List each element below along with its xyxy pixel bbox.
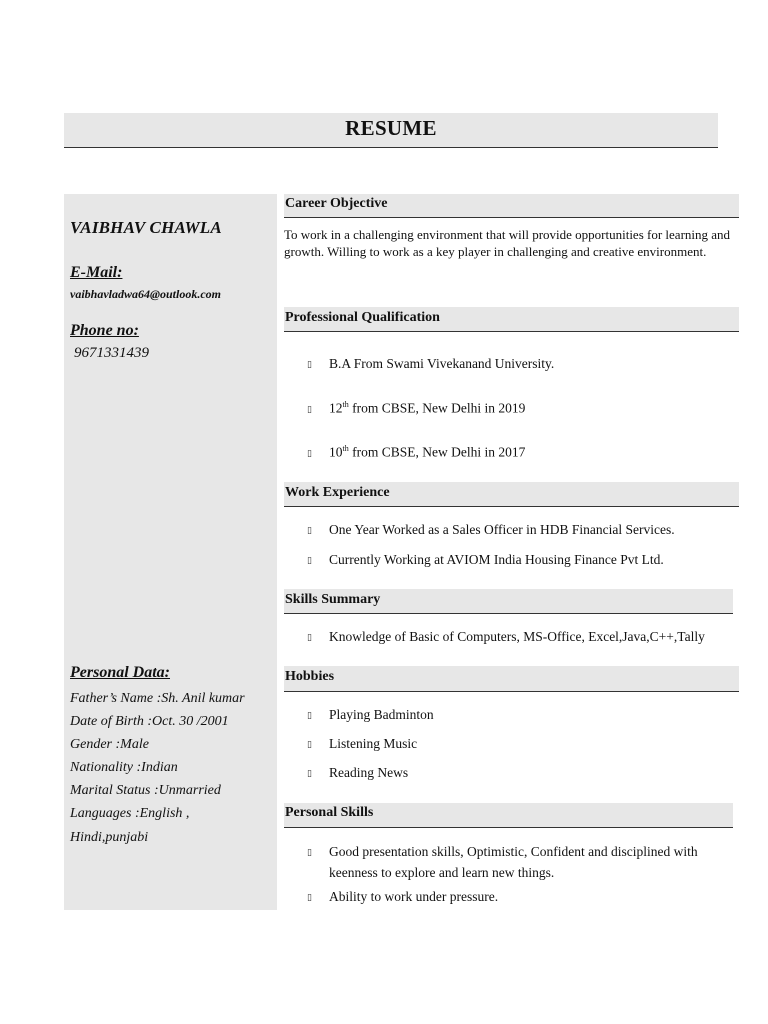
bullet-icon: ▯: [307, 360, 312, 370]
bullet-icon: ▯: [307, 893, 312, 903]
personal-value: Hindi,punjabi: [70, 830, 149, 845]
list-item: [307, 400, 525, 417]
list-item: [307, 765, 408, 781]
section-heading-hobbies: Hobbies: [284, 666, 739, 692]
personal-value: English ,: [139, 806, 190, 821]
item-text: Reading News: [329, 765, 409, 780]
career-objective-text: To work in a challenging environment that will provide opportunities for learning and growth. Willing to work as a key player in challenging and creative environment.: [284, 227, 731, 259]
section-heading-qualification: Professional Qualification: [284, 307, 739, 332]
sidebar: [64, 194, 277, 910]
bullet-icon: ▯: [307, 556, 312, 566]
item-text: Currently Working at AVIOM India Housing Finance Pvt Ltd.: [329, 552, 664, 567]
item-text: 10: [329, 444, 343, 460]
personal-value: Indian: [141, 760, 178, 775]
item-text: Good presentation skills, Optimistic, Confident and disciplined with keenness to explore and learn new things.: [329, 844, 698, 880]
title-bar: [64, 113, 718, 148]
section-heading-work: Work Experience: [284, 482, 739, 507]
page-title: RESUME: [345, 116, 437, 140]
list-item: [307, 736, 417, 752]
phone-value: 9671331439: [74, 345, 149, 361]
bullet-icon: ▯: [307, 711, 312, 721]
item-superscript: th: [342, 444, 349, 453]
bullet-icon: ▯: [307, 404, 312, 415]
item-text: from CBSE, New Delhi in 2017: [348, 444, 526, 460]
personal-key: Father’s Name :: [70, 691, 162, 706]
list-item: [307, 707, 434, 723]
item-text: Ability to work under pressure.: [329, 889, 499, 904]
item-text: 12: [329, 400, 343, 416]
bullet-icon: ▯: [307, 848, 312, 858]
personal-row-dob: [70, 714, 229, 730]
personal-row-father: [70, 691, 245, 707]
list-item: [307, 629, 705, 645]
personal-key: Languages :: [70, 806, 140, 821]
personal-value: Sh. Anil kumar: [161, 691, 245, 706]
bullet-icon: ▯: [307, 740, 312, 750]
item-text: Knowledge of Basic of Computers, MS-Office, Excel,Java,C++,Tally: [329, 629, 705, 644]
email-value: vaibhavladwa64@outlook.com: [70, 287, 221, 301]
item-superscript: th: [342, 400, 349, 409]
personal-data-label: Personal Data:: [70, 664, 170, 681]
item-text: from CBSE, New Delhi in 2019: [348, 400, 526, 416]
personal-key: Date of Birth :: [70, 714, 153, 729]
email-label: E-Mail:: [70, 264, 123, 281]
personal-key: Marital Status :: [70, 783, 159, 798]
personal-row-marital: [70, 783, 221, 799]
list-item: [307, 356, 554, 372]
personal-row-languages-cont: [70, 830, 148, 846]
item-text: B.A From Swami Vivekanand University.: [329, 356, 555, 371]
list-item: [307, 444, 525, 461]
personal-value: Unmarried: [158, 783, 221, 798]
bullet-icon: ▯: [307, 633, 312, 643]
personal-value: Male: [120, 737, 149, 752]
personal-row-languages: [70, 806, 189, 822]
list-item: [307, 552, 664, 568]
phone-label: Phone no:: [70, 322, 139, 339]
section-heading-career: Career Objective: [284, 194, 739, 218]
list-item: [307, 889, 498, 905]
item-text: Playing Badminton: [329, 707, 434, 722]
personal-row-nationality: [70, 760, 178, 776]
list-item: [307, 522, 675, 538]
bullet-icon: ▯: [307, 448, 312, 459]
item-text: One Year Worked as a Sales Officer in HDB Financial Services.: [329, 522, 675, 537]
bullet-icon: ▯: [307, 769, 312, 779]
section-heading-skills: Skills Summary: [284, 589, 733, 614]
personal-row-gender: [70, 737, 149, 753]
candidate-name: VAIBHAV CHAWLA: [70, 218, 222, 237]
bullet-icon: ▯: [307, 526, 312, 536]
list-item: [307, 841, 717, 883]
section-heading-personal-skills: Personal Skills: [284, 803, 733, 828]
item-text: Listening Music: [329, 736, 418, 751]
personal-key: Gender :: [70, 737, 121, 752]
personal-value: Oct. 30 /2001: [152, 714, 229, 729]
personal-key: Nationality :: [70, 760, 142, 775]
